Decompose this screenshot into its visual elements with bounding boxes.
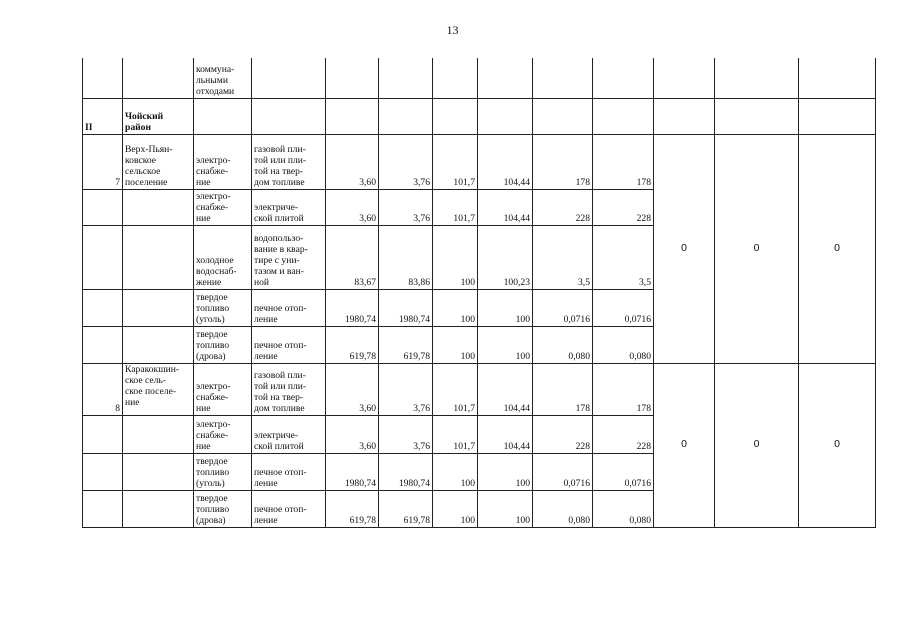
empty-cell: [478, 58, 533, 98]
resource-cell: холодное водоснаб- жение: [194, 225, 252, 289]
summary-cell: 0: [654, 363, 715, 527]
empty-cell: [799, 98, 876, 134]
empty-cell: [252, 58, 326, 98]
value-cell: 619,78: [379, 490, 433, 527]
table-row: [83, 134, 876, 189]
empty-cell: [593, 58, 654, 98]
value-cell: 100: [433, 453, 478, 490]
resource-cell: твердое топливо (дрова): [194, 326, 252, 363]
value-cell: 83,86: [379, 225, 433, 289]
value-cell: 0,0716: [593, 453, 654, 490]
empty-cell: [715, 58, 799, 98]
resource-cell: твердое топливо (уголь): [194, 453, 252, 490]
district-row: [83, 98, 876, 134]
resource-cell: твердое топливо (уголь): [194, 289, 252, 326]
value-cell: 228: [533, 189, 593, 225]
summary-cell: 0: [715, 363, 799, 527]
empty-cell: [379, 58, 433, 98]
value-cell: 100: [433, 326, 478, 363]
page-number: 13: [446, 23, 459, 37]
empty-cell: [83, 225, 123, 289]
empty-cell: [654, 58, 715, 98]
value-cell: 619,78: [326, 490, 379, 527]
value-cell: 100: [478, 289, 533, 326]
empty-cell: [83, 453, 123, 490]
resource-cell: твердое топливо (дрова): [194, 490, 252, 527]
value-cell: 101,7: [433, 415, 478, 453]
district-name: Чойский район: [123, 98, 194, 134]
value-cell: 100: [478, 326, 533, 363]
value-cell: 100: [433, 225, 478, 289]
summary-cell: 0: [715, 134, 799, 363]
consumption-type: газовой пли- той или пли- той на твер- дом топливе: [252, 363, 326, 415]
empty-cell: [799, 58, 876, 98]
num-cell: [83, 58, 123, 98]
empty-cell: [123, 225, 194, 289]
value-cell: 0,0716: [533, 453, 593, 490]
value-cell: 83,67: [326, 225, 379, 289]
value-cell: 101,7: [433, 363, 478, 415]
value-cell: 100: [478, 453, 533, 490]
empty-cell: [379, 98, 433, 134]
consumption-type: печное отоп- ление: [252, 326, 326, 363]
value-cell: 0,080: [593, 326, 654, 363]
empty-cell: [123, 326, 194, 363]
summary-cell: 0: [799, 134, 876, 363]
empty-cell: [123, 289, 194, 326]
empty-cell: [123, 490, 194, 527]
empty-cell: [654, 98, 715, 134]
value-cell: 3,76: [379, 415, 433, 453]
value-cell: 3,5: [533, 225, 593, 289]
consumption-type: печное отоп- ление: [252, 289, 326, 326]
value-cell: 101,7: [433, 134, 478, 189]
value-cell: 104,44: [478, 134, 533, 189]
empty-cell: [83, 326, 123, 363]
value-cell: 178: [533, 363, 593, 415]
empty-cell: [593, 98, 654, 134]
value-cell: 228: [593, 415, 654, 453]
value-cell: 1980,74: [326, 289, 379, 326]
empty-cell: [533, 58, 593, 98]
value-cell: 100: [433, 289, 478, 326]
empty-cell: [194, 98, 252, 134]
consumption-type: электриче- ской плитой: [252, 415, 326, 453]
empty-cell: [83, 490, 123, 527]
value-cell: 178: [593, 363, 654, 415]
tariff-table: [82, 58, 876, 528]
empty-cell: [478, 98, 533, 134]
value-cell: 0,080: [593, 490, 654, 527]
resource-cell: электро- снабже- ние: [194, 189, 252, 225]
value-cell: 104,44: [478, 189, 533, 225]
value-cell: 0,0716: [593, 289, 654, 326]
value-cell: 104,44: [478, 363, 533, 415]
value-cell: 0,080: [533, 326, 593, 363]
resource-cell: электро- снабже- ние: [194, 134, 252, 189]
empty-cell: [123, 189, 194, 225]
row-number: 7: [83, 134, 123, 189]
value-cell: 1980,74: [326, 453, 379, 490]
summary-cell: 0: [799, 363, 876, 527]
value-cell: 3,76: [379, 134, 433, 189]
value-cell: 619,78: [379, 326, 433, 363]
consumption-type: печное отоп- ление: [252, 490, 326, 527]
value-cell: 3,60: [326, 134, 379, 189]
empty-cell: [252, 98, 326, 134]
value-cell: 3,60: [326, 363, 379, 415]
empty-cell: [123, 453, 194, 490]
consumption-type: электриче- ской плитой: [252, 189, 326, 225]
value-cell: 1980,74: [379, 453, 433, 490]
row-number: 8: [83, 363, 123, 415]
table-row: [83, 363, 876, 415]
empty-cell: [326, 58, 379, 98]
summary-cell: 0: [654, 134, 715, 363]
value-cell: 228: [593, 189, 654, 225]
value-cell: 100: [433, 490, 478, 527]
value-cell: 3,76: [379, 189, 433, 225]
value-cell: 0,0716: [533, 289, 593, 326]
resource-cell: коммуна- льными отходами: [194, 58, 252, 98]
empty-cell: [433, 58, 478, 98]
empty-cell: [533, 98, 593, 134]
value-cell: 3,60: [326, 189, 379, 225]
consumption-type: водопользо- вание в квар- тире с уни- тазом и ван- ной: [252, 225, 326, 289]
table-row: [83, 58, 876, 98]
value-cell: 1980,74: [379, 289, 433, 326]
empty-cell: [83, 415, 123, 453]
value-cell: 619,78: [326, 326, 379, 363]
empty-cell: [433, 98, 478, 134]
value-cell: 3,76: [379, 363, 433, 415]
value-cell: 100,23: [478, 225, 533, 289]
value-cell: 104,44: [478, 415, 533, 453]
empty-cell: [83, 289, 123, 326]
settlement-name: Каракокшин- ское сель- ское поселе- ние: [123, 363, 194, 415]
consumption-type: печное отоп- ление: [252, 453, 326, 490]
value-cell: 100: [478, 490, 533, 527]
settlement-cell: [123, 58, 194, 98]
empty-cell: [715, 98, 799, 134]
empty-cell: [83, 189, 123, 225]
consumption-type: газовой пли- той или пли- той на твер- дом топливе: [252, 134, 326, 189]
district-number: II: [83, 98, 123, 134]
value-cell: 3,5: [593, 225, 654, 289]
value-cell: 101,7: [433, 189, 478, 225]
resource-cell: электро- снабже- ние: [194, 415, 252, 453]
value-cell: 228: [533, 415, 593, 453]
value-cell: 178: [533, 134, 593, 189]
value-cell: 0,080: [533, 490, 593, 527]
empty-cell: [326, 98, 379, 134]
value-cell: 3,60: [326, 415, 379, 453]
value-cell: 178: [593, 134, 654, 189]
empty-cell: [123, 415, 194, 453]
resource-cell: электро- снабже- ние: [194, 363, 252, 415]
settlement-name: Верх-Пьян- ковское сельское поселение: [123, 134, 194, 189]
